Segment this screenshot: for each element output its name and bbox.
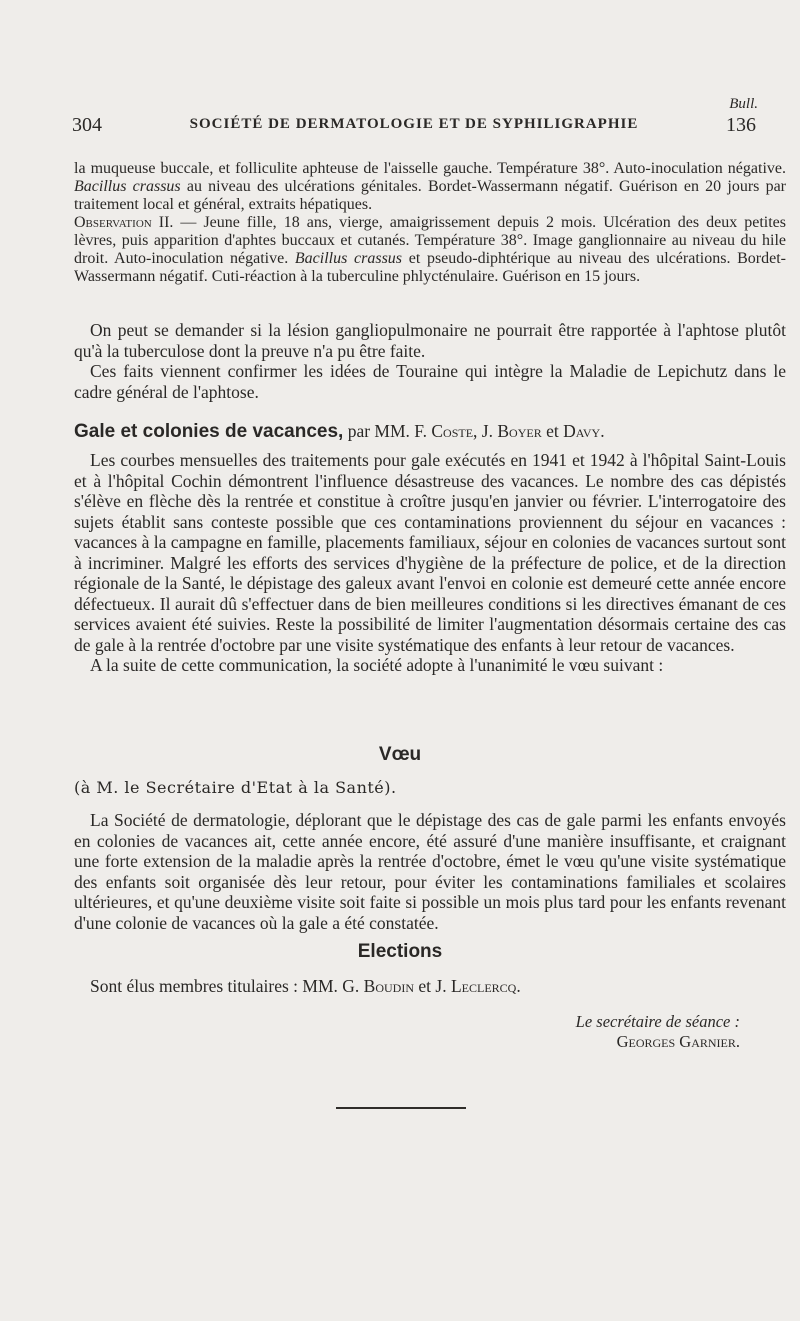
section-title: Gale et colonies de vacances, bbox=[74, 421, 344, 442]
section-heading-gale bbox=[74, 421, 786, 443]
elections-paragraph: Sont élus membres titulaires : MM. G. Boudin et J. Leclercq. bbox=[90, 976, 521, 996]
running-title: SOCIÉTÉ DE DERMATOLOGIE ET DE SYPHILIGRAPHIE bbox=[189, 116, 639, 132]
discussion-paragraph: On peut se demander si la lésion gangliopulmonaire ne pourrait être rapportée à l'aphtose plutôt qu'à la tuberculose dont la preuve n'a pu être faite. bbox=[74, 320, 786, 361]
signature-name: Georges Garnier. bbox=[616, 1032, 740, 1051]
gale-paragraph: Les courbes mensuelles des traitements pour gale exécutés en 1941 et 1942 à l'hôpital Saint-Louis et à l'hôpital Cochin démontrent l'influence désastreuse des vacances. Le nombre des cas dépistés s'élève en flèche dès la rentrée et constitue à croître jusqu'en janvier ou février. L'interrogatoire des sujets établit sans conteste possible que ces contaminations proviennent du séjour en vacances : vacances à la campagne en famille, placements familiaux, séjour en colonies de vacances surtout sont à incriminer. Malgré les efforts des services d'hygiène de la préfecture de police, et de la direction régionale de la Santé, le dépistage des galeux avant l'envoi en colonie est demeuré cette année encore défectueux. Il aurait dû s'effectuer dans de bien meilleures conditions si les directives émanant de ces services avaient été suivies. Reste la possibilité de limiter l'augmentation désormais certaine des cas de gale à la rentrée d'octobre par une visite systématique des enfants à leur retour de vacances. bbox=[74, 450, 786, 655]
elections-heading: Elections bbox=[357, 941, 443, 962]
discussion-paragraph: Ces faits viennent confirmer les idées de Touraine qui intègre la Maladie de Lepichutz dans le cadre général de l'aphtose. bbox=[74, 361, 786, 402]
voeu-heading: Vœu bbox=[378, 744, 422, 765]
elections-body bbox=[74, 976, 786, 997]
signature-role: Le secrétaire de séance : bbox=[575, 1012, 740, 1031]
gale-body bbox=[74, 450, 786, 676]
voeu-body bbox=[74, 810, 786, 933]
discussion-block bbox=[74, 320, 786, 402]
observation-2: Observation II. — Jeune fille, 18 ans, vierge, amaigrissement depuis 2 mois. Ulcération des deux petites lèvres, puis apparition d'aphtes buccaux et cutanés. Température 38°. Image ganglionnaire au niveau du hile droit. Auto-inoculation négative. Bacillus crassus et pseudo-diphtérique au niveau des ulcérations. Bordet-Wassermann négatif. Cuti-réaction à la tuberculine phlycténulaire. Guérison en 15 jours. bbox=[74, 214, 787, 285]
signature-block bbox=[576, 1012, 740, 1052]
bulletin-number: 136 bbox=[726, 114, 756, 136]
page-number: 304 bbox=[72, 114, 102, 136]
closing-rule bbox=[336, 1107, 466, 1109]
byline: par MM. F. Coste, J. Boyer et Davy. bbox=[343, 421, 605, 441]
gale-paragraph: A la suite de cette communication, la société adopte à l'unanimité le vœu suivant : bbox=[90, 655, 664, 675]
observations-block bbox=[74, 160, 786, 286]
running-header bbox=[72, 114, 756, 138]
voeu-paragraph: La Société de dermatologie, déplorant que le dépistage des cas de gale parmi les enfants envoyés en colonies de vacances ait, cette année encore, été assuré d'une manière insuffisante, et craignant une forte extension de la maladie après la rentrée d'octobre, émet le vœu qu'une visite systématique des enfants soit organisée dès leur retour, pour éviter les contaminations familiales et scolaires ultérieures, et qu'une deuxième visite soit faite si possible un mois plus tard pour les enfants revenant d'une colonie de vacances où la gale a été constatée. bbox=[74, 810, 786, 933]
observation-1: la muqueuse buccale, et folliculite aphteuse de l'aisselle gauche. Température 38°. Auto-inoculation négative. Bacillus crassus au niveau des ulcérations génitales. Bordet-Wassermann négatif. Guérison en 20 jours par traitement local et général, extraits hépatiques. bbox=[74, 160, 786, 213]
voeu-addressee: (à M. le Secrétaire d'Etat à la Santé). bbox=[74, 778, 397, 797]
bulletin-label: Bull. bbox=[729, 96, 758, 112]
